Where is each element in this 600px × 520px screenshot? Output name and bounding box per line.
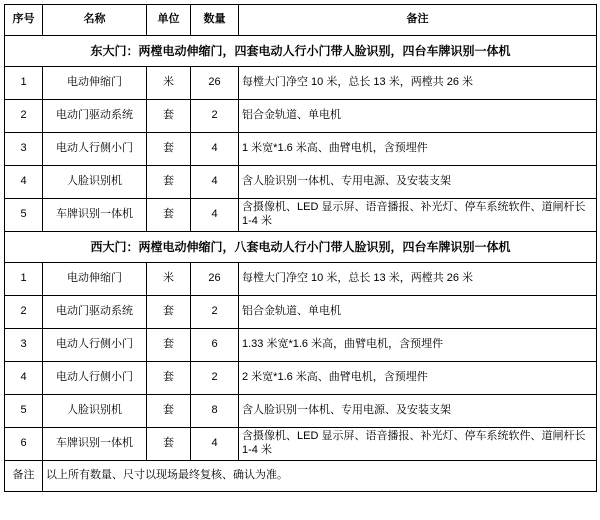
- table-row: [5, 263, 597, 296]
- cell-unit: 米: [147, 67, 191, 100]
- column-header-unit: 单位: [147, 5, 191, 36]
- section-title-row: [5, 36, 597, 67]
- table-header: [5, 5, 597, 36]
- cell-qty: 2: [191, 362, 239, 395]
- cell-qty: 4: [191, 428, 239, 461]
- cell-qty: 2: [191, 296, 239, 329]
- cell-remark: 每樘大门净空 10 米，总长 13 米，两樘共 26 米: [239, 67, 597, 100]
- cell-unit: 套: [147, 100, 191, 133]
- cell-name: 车牌识别一体机: [43, 199, 147, 232]
- cell-no: 3: [5, 133, 43, 166]
- cell-remark: 铝合金轨道、单电机: [239, 296, 597, 329]
- cell-unit: 套: [147, 199, 191, 232]
- cell-unit: 套: [147, 362, 191, 395]
- cell-remark: 含摄像机、LED 显示屏、语音播报、补光灯、停车系统软件、道闸杆长 1-4 米: [239, 199, 597, 232]
- cell-unit: 套: [147, 296, 191, 329]
- cell-unit: 米: [147, 263, 191, 296]
- cell-remark: 1.33 米宽*1.6 米高，曲臂电机，含预埋件: [239, 329, 597, 362]
- cell-no: 2: [5, 296, 43, 329]
- cell-qty: 2: [191, 100, 239, 133]
- cell-unit: 套: [147, 428, 191, 461]
- cell-no: 4: [5, 362, 43, 395]
- cell-remark: 铝合金轨道、单电机: [239, 100, 597, 133]
- table-body: [5, 36, 597, 492]
- cell-no: 1: [5, 263, 43, 296]
- specification-table: [4, 4, 597, 492]
- section-title-row: [5, 232, 597, 263]
- cell-name: 车牌识别一体机: [43, 428, 147, 461]
- section-title-east: 东大门：两樘电动伸缩门，四套电动人行小门带人脸识别，四台车牌识别一体机: [5, 36, 597, 67]
- cell-name: 电动门驱动系统: [43, 100, 147, 133]
- cell-remark: 含人脸识别一体机、专用电源、及安装支架: [239, 395, 597, 428]
- cell-name: 电动伸缩门: [43, 67, 147, 100]
- cell-remark: 含摄像机、LED 显示屏、语音播报、补光灯、停车系统软件、道闸杆长 1-4 米: [239, 428, 597, 461]
- cell-no: 1: [5, 67, 43, 100]
- cell-unit: 套: [147, 329, 191, 362]
- table-row: [5, 395, 597, 428]
- footer-note-row: [5, 461, 597, 492]
- table-row: [5, 100, 597, 133]
- footer-text: 以上所有数量、尺寸以现场最终复核、确认为准。: [43, 461, 597, 492]
- cell-unit: 套: [147, 395, 191, 428]
- section-title-west: 西大门：两樘电动伸缩门，八套电动人行小门带人脸识别，四台车牌识别一体机: [5, 232, 597, 263]
- table-row: [5, 166, 597, 199]
- table-row: [5, 67, 597, 100]
- header-row: [5, 5, 597, 36]
- cell-name: 电动伸缩门: [43, 263, 147, 296]
- footer-label: 备注: [5, 461, 43, 492]
- cell-remark: 每樘大门净空 10 米，总长 13 米，两樘共 26 米: [239, 263, 597, 296]
- table-row: [5, 329, 597, 362]
- cell-remark: 1 米宽*1.6 米高、曲臂电机，含预埋件: [239, 133, 597, 166]
- cell-no: 4: [5, 166, 43, 199]
- column-header-no: 序号: [5, 5, 43, 36]
- table-row: [5, 133, 597, 166]
- cell-remark: 2 米宽*1.6 米高、曲臂电机，含预埋件: [239, 362, 597, 395]
- cell-name: 电动人行侧小门: [43, 133, 147, 166]
- cell-unit: 套: [147, 133, 191, 166]
- cell-qty: 6: [191, 329, 239, 362]
- column-header-name: 名称: [43, 5, 147, 36]
- cell-no: 2: [5, 100, 43, 133]
- cell-qty: 8: [191, 395, 239, 428]
- cell-name: 电动人行侧小门: [43, 329, 147, 362]
- cell-no: 6: [5, 428, 43, 461]
- cell-unit: 套: [147, 166, 191, 199]
- cell-name: 电动人行侧小门: [43, 362, 147, 395]
- column-header-remark: 备注: [239, 5, 597, 36]
- table-row: [5, 296, 597, 329]
- cell-no: 5: [5, 395, 43, 428]
- cell-no: 3: [5, 329, 43, 362]
- cell-name: 人脸识别机: [43, 166, 147, 199]
- cell-qty: 4: [191, 133, 239, 166]
- cell-no: 5: [5, 199, 43, 232]
- cell-qty: 4: [191, 199, 239, 232]
- table-row: [5, 428, 597, 461]
- table-row: [5, 362, 597, 395]
- cell-name: 电动门驱动系统: [43, 296, 147, 329]
- cell-name: 人脸识别机: [43, 395, 147, 428]
- cell-qty: 4: [191, 166, 239, 199]
- cell-remark: 含人脸识别一体机、专用电源、及安装支架: [239, 166, 597, 199]
- cell-qty: 26: [191, 67, 239, 100]
- cell-qty: 26: [191, 263, 239, 296]
- column-header-qty: 数量: [191, 5, 239, 36]
- table-row: [5, 199, 597, 232]
